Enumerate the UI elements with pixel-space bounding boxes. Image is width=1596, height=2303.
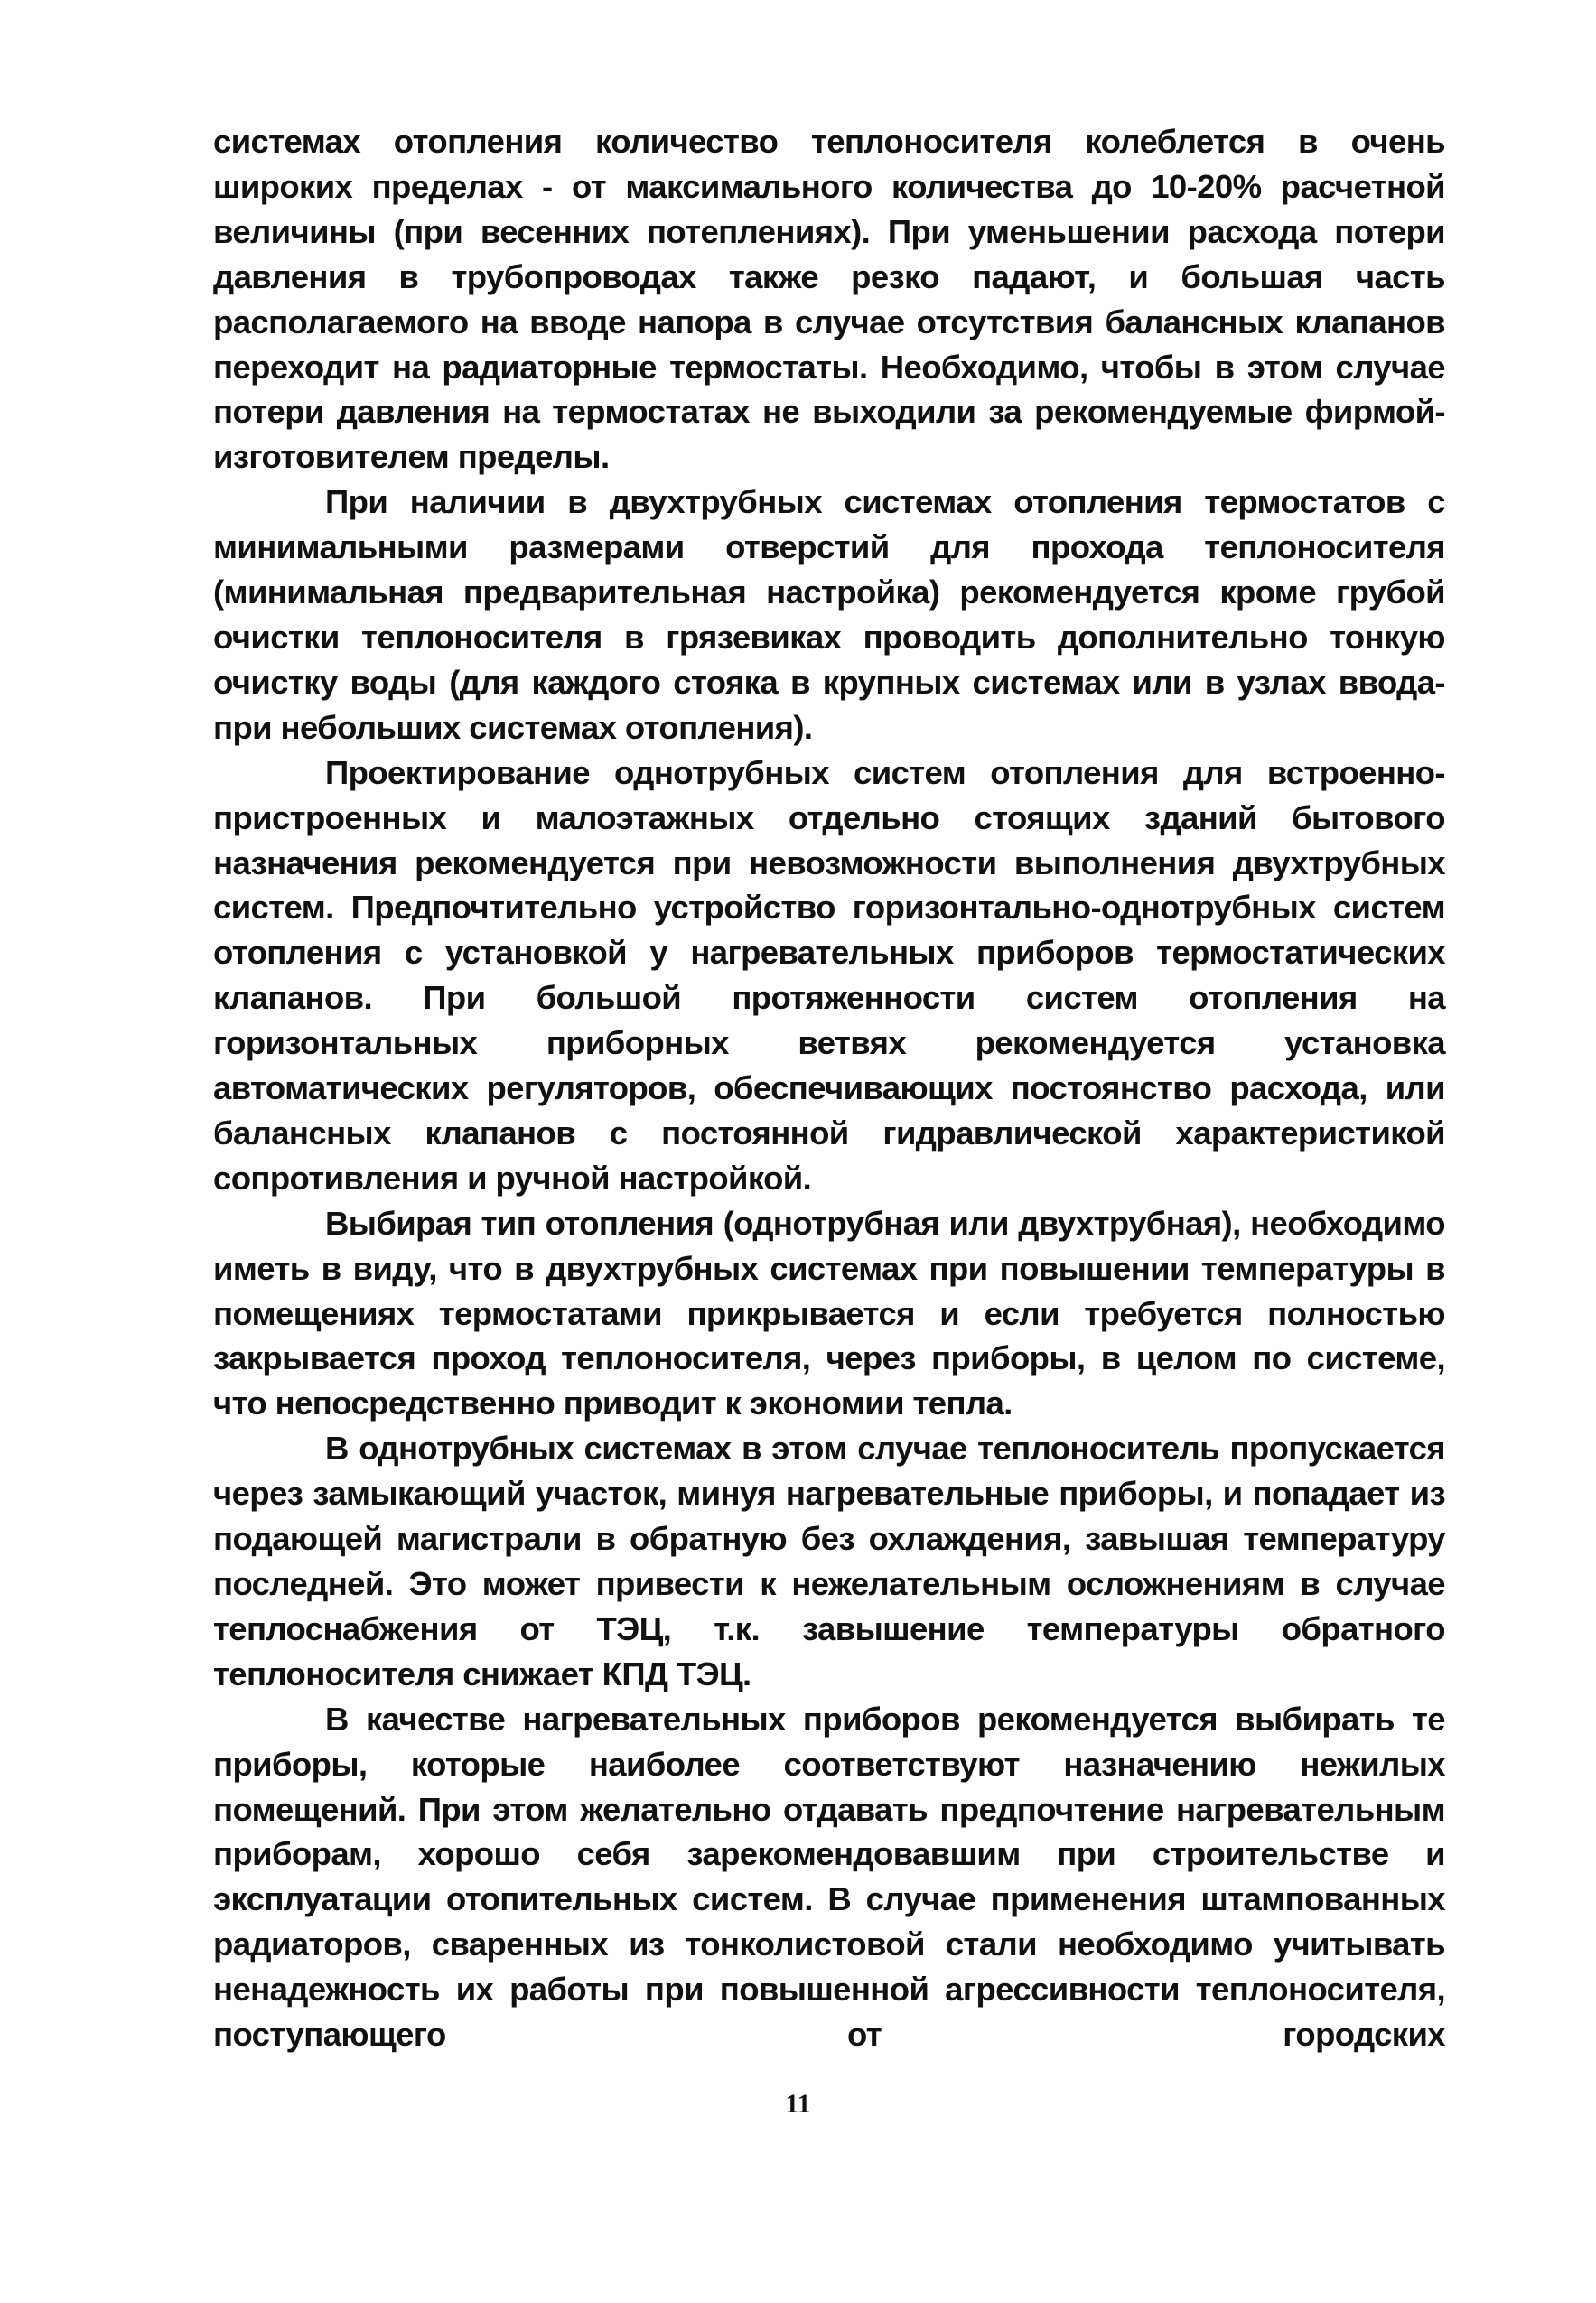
paragraph: В однотрубных системах в этом случае теплоноситель пропускается через замыкающий участок, минуя нагревательные приборы, и попадает из подающей магистрали в обратную без охлаждения, завышая температуру последней. Это может привести к нежелательным осложнениям в случае теплоснабжения от ТЭЦ, т.к. завышение температуры обратного теплоносителя снижает КПД ТЭЦ.: [213, 1430, 1445, 1692]
paragraph: Проектирование однотрубных систем отопления для встроенно-пристроенных и малоэтажных отдельно стоящих зданий бытового назначения рекомендуется при невозможности выполнения двухтрубных систем. Предпочтительно устройство горизонтально-однотрубных систем отопления с установкой у нагревательных приборов термостатических клапанов. При большой протяженности систем отопления на горизонтальных приборных ветвях рекомендуется установка автоматических регуляторов, обеспечивающих постоянство расхода, или балансных клапанов с постоянной гидравлической характеристикой сопротивления и ручной настройкой.: [213, 753, 1445, 1197]
paragraph: Выбирая тип отопления (однотрубная или двухтрубная), необходимо иметь в виду, что в двухтрубных системах при повышении температуры в помещениях термостатами прикрывается и если требуется полностью закрывается проход теплоносителя, через приборы, в целом по системе, что непосредственно приводит к экономии тепла.: [213, 1204, 1445, 1422]
paragraph: В качестве нагревательных приборов рекомендуется выбирать те приборы, которые наиболее соответствуют назначению нежилых помещений. При этом желательно отдавать предпочтение нагревательным приборам, хорошо себя зарекомендовавшим при строительстве и эксплуатации отопительных систем. В случае применения штампованных радиаторов, сваренных из тонколистовой стали необходимо учитывать ненадежность их работы при повышенной агрессивности теплоносителя, поступающего от городских: [213, 1700, 1445, 2054]
paragraph: При наличии в двухтрубных системах отопления термостатов с минимальными размерами отверстий для прохода теплоносителя (минимальная предварительная настройка) рекомендуется кроме грубой очистки теплоносителя в грязевиках проводить дополнительно тонкую очистку воды (для каждого стояка в крупных системах или в узлах ввода- при небольших системах отопления).: [213, 483, 1445, 746]
paragraph: системах отопления количество теплоносителя колеблется в очень широких пределах - от максимального количества до 10-20% расчетной величины (при весенних потеплениях). При уменьшении расхода потери давления в трубопроводах также резко падают, и большая часть располагаемого на вводе напора в случае отсутствия балансных клапанов переходит на радиаторные термостаты. Необходимо, чтобы в этом случае потери давления на термостатах не выходили за рекомендуемые фирмой-изготовителем пределы.: [213, 123, 1445, 476]
page-number: 11: [785, 2089, 811, 2119]
document-body: [213, 119, 1445, 2057]
